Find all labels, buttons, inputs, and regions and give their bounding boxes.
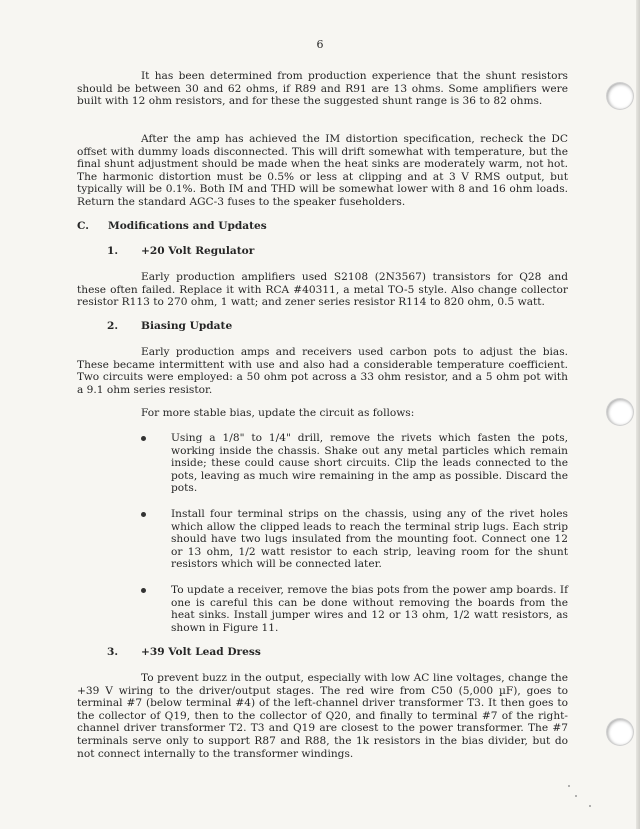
paragraph-biasing: Early production amps and receivers used carbon pots to adjust the bias. These became intermittent with use and also had a considerable temperature coefficient. Two circuits were employed: a 50 ohm pot across a 33 ohm resistor, and a 5 ohm pot with a 9.1 ohm series resistor.	[77, 346, 568, 396]
page-number: 6	[316, 38, 324, 51]
paragraph-lead-dress: To prevent buzz in the output, especially with low AC line voltages, change the +39 V wiring to the driver/output stages. The red wire from C50 (5,000 µF), goes to terminal #7 (below terminal #4) of the left-channel driver transformer T3. It then goes to the collector of Q19, then to the collector of Q20, and finally to terminal #7 of the right-channel driver transformer T2. T3 and Q19 are closest to the power transformer. The #7 terminals serve only to support R87 and R88, the 1k resistors in the bias divider, but do not connect internally to the transformer windings.	[77, 672, 568, 760]
bullet-dot-icon	[141, 588, 146, 593]
subsection-heading-2	[107, 320, 232, 333]
section-title: Modifications and Updates	[108, 220, 267, 232]
subsection-heading-1	[107, 245, 254, 258]
paragraph-shunt-resistors: It has been determined from production experience that the shunt resistors should be between 30 and 62 ohms, if R89 and R91 are 13 ohms. Some amplifiers were built with 12 ohm resistors, and for these the suggested shunt range is 36 to 82 ohms.	[77, 70, 568, 108]
paper-speck	[575, 795, 577, 797]
bullet-item: Install four terminal strips on the chassis, using any of the rivet holes which allow the clipped leads to reach the terminal strip lugs. Each strip should have two lugs insulated from the mounting foot. Connect one 12 or 13 ohm, 1/2 watt resistor to each strip, leaving room for the shunt resistors which will be connected later.	[171, 508, 568, 571]
binder-hole-icon	[607, 399, 633, 425]
paper-speck	[589, 805, 591, 807]
page-edge	[636, 0, 640, 829]
subsection-number: 3.	[107, 646, 119, 658]
paragraph-bias-intro: For more stable bias, update the circuit as follows:	[141, 407, 415, 419]
paragraph-dc-offset: After the amp has achieved the IM distortion specification, recheck the DC offset with dummy loads disconnected. This will drift somewhat with temperature, but the final shunt adjustment should be made when the heat sinks are moderately warm, not hot. The harmonic distortion must be 0.5% or less at clipping and at 3 V RMS output, but typically will be 0.1%. Both IM and THD will be somewhat lower with 8 and 16 ohm loads. Return the standard AGC-3 fuses to the speaker fuseholders.	[77, 133, 568, 208]
binder-hole-icon	[607, 719, 633, 745]
bullet-dot-icon	[141, 512, 146, 517]
paper-speck	[568, 785, 570, 787]
subsection-number: 1.	[107, 245, 119, 257]
bullet-item: Using a 1/8" to 1/4" drill, remove the rivets which fasten the pots, working inside the chassis. Shake out any metal particles which remain inside; these could cause short circuits. Clip the leads connected to the pots, leaving as much wire remaining in the amp as possible. Discard the pots.	[171, 432, 568, 495]
paragraph-regulator: Early production amplifiers used S2108 (2N3567) transistors for Q28 and these often failed. Replace it with RCA #40311, a metal TO-5 style. Also change collector resistor R113 to 270 ohm, 1 watt; and zener series resistor R114 to 820 ohm, 0.5 watt.	[77, 271, 568, 309]
bullet-item: To update a receiver, remove the bias pots from the power amp boards. If one is careful this can be done without removing the boards from the heat sinks. Install jumper wires and 12 or 13 ohm, 1/2 watt resistors, as shown in Figure 11.	[171, 584, 568, 634]
subsection-title: +39 Volt Lead Dress	[141, 646, 261, 658]
subsection-title: +20 Volt Regulator	[141, 245, 255, 257]
section-letter: C.	[77, 220, 89, 232]
subsection-heading-3	[107, 646, 261, 659]
section-heading-c	[77, 220, 267, 233]
bullet-dot-icon	[141, 436, 146, 441]
subsection-number: 2.	[107, 320, 119, 332]
subsection-title: Biasing Update	[141, 320, 233, 332]
binder-hole-icon	[607, 83, 633, 109]
